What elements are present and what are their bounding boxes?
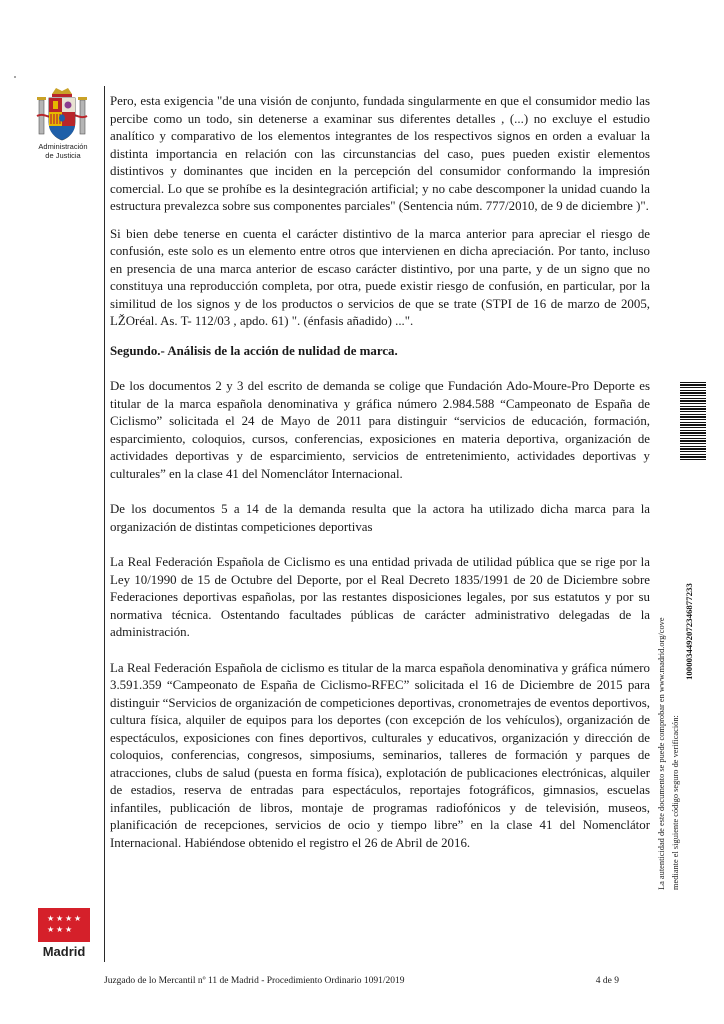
paragraph-2: Si bien debe tenerse en cuenta el carácter distintivo de la marca anterior para apreciar el riesgo de confusión, este solo es un elemento entre otros que intervienen en dicha apreciación. Por tanto, incluso en presencia de una marca anterior de escaso carácter distintivo, por una parte, y de un signo que no constituya una reproducción completa, por otra, puede existir riesgo de confusión, en particular, por la similitud de los signos y de los productos o servicios de que se trate (STPI de 16 de marzo de 2005, LŽOréal. As. T- 112/03 , apdo. 61) ". (énfasis añadido) ...". [110,226,650,328]
paragraph-3: De los documentos 2 y 3 del escrito de demanda se colige que Fundación Ado-Moure-Pro Deporte es titular de la marca española denominativa y gráfica número 2.984.588 “Campeonato de España de Ciclismo” solicitada el 24 de Mayo de 2011 para distinguir “servicios de educación, formación, esparcimiento, coloquios, cursos, conferencias, exposiciones en materia deportiva, organización de actividades deportivas y de esparcimiento, servicios de entretenimiento, actividades deportivas y culturales” en la clase 41 del Nomenclátor Internacional. [110,379,650,481]
margin-rule [104,86,105,962]
scan-speck [14,76,16,78]
spain-coat-of-arms-icon [36,86,88,144]
document-body [110,93,650,852]
paragraph-1: Pero, esta exigencia "de una visión de conjunto, fundada singularmente en que el consumidor medio las percibe como un todo, sin detenerse a examinar sus diferentes detalles , (...) no excluye el estudio analítico y comparativo de los elementos integrantes de los respectivos signos en orden a evaluar la distinta importancia en relación con las circunstancias del caso, pues pueden existir elementos distintivos y dominantes que inciden en la percepción del consumidor conformando la impresión comercial. Lo que se prohíbe es la desintegración artificial; y no cabe descomponer la unidad cuando la estructura prevalezca sobre sus componentes parciales" (Sentencia núm. 777/2010, de 9 de diciembre )". [110,94,650,213]
institution-label [28,142,98,160]
page-number: 4 de 9 [595,976,619,986]
paragraph-6: La Real Federación Española de ciclismo es titular de la marca española denominativa y gráfica número 3.591.359 “Campeonato de España de Ciclismo-RFEC” solicitada el 16 de Diciembre de 2015 para distinguir “Servicios de organización de competiciones deportivas, cronometrajes de eventos deportivos, cultura física, alquiler de equipos para los deportes (con excepción de los vehículos), organización de espectáculos, exposiciones con fines deportivos, culturales y educativos, organización y dirección de coloquios, conferencias, congresos, simposiums, seminarios, talleres de formación y parques de atracciones, clubs de salud (puesta en forma física), explotación de publicaciones electrónicas, alquiler de estadios, reserva de entradas para espectáculos, reportajes fotográficos, gimnasios, escuelas infantiles, publicación de libros, montaje de programas radiofónicos y de televisión, museos, planificación de recepciones, servicios de ocio y tiempo libre” en la clase 41 del Nomenclátor Internacional. Habiéndose obtenido el registro el 26 de Abril de 2016. [110,660,650,850]
verification-barcode [680,382,706,462]
madrid-flag-icon: ★ ★ ★ ★ ★ ★ ★ [38,908,90,942]
paragraph-4: De los documentos 5 a 14 de la demanda resulta que la actora ha utilizado dicha marca para la organización de distintas competiciones deportivas [110,502,650,534]
section-heading: Segundo.- Análisis de la acción de nulidad de marca. [110,343,398,358]
verification-line-1: La autenticidad de este documento se puede comprobar en www.madrid.org/cove [657,617,666,890]
verification-line-2: mediante el siguiente código seguro de verificación: [671,715,680,890]
institution-line-1: Administración [38,142,88,151]
institution-line-2: de Justicia [45,151,81,160]
verification-code: 1000034492072346877233 [684,583,694,680]
paragraph-5: La Real Federación Española de Ciclismo es una entidad privada de utilidad pública que se rige por la Ley 10/1990 de 15 de Octubre del Deporte, por el Real Decreto 1835/1991 de 20 de Diciembre sobre Federaciones deportivas españolas, por las restantes disposiciones legales, por sus estatutos y por su normativa técnica. Ostentando facultades públicas de carácter administrativo delegadas de la administración. [110,555,650,639]
court-reference: Juzgado de lo Mercantil nº 11 de Madrid - Procedimiento Ordinario 1091/2019 [104,976,405,986]
madrid-logo-text: Madrid [42,944,86,959]
